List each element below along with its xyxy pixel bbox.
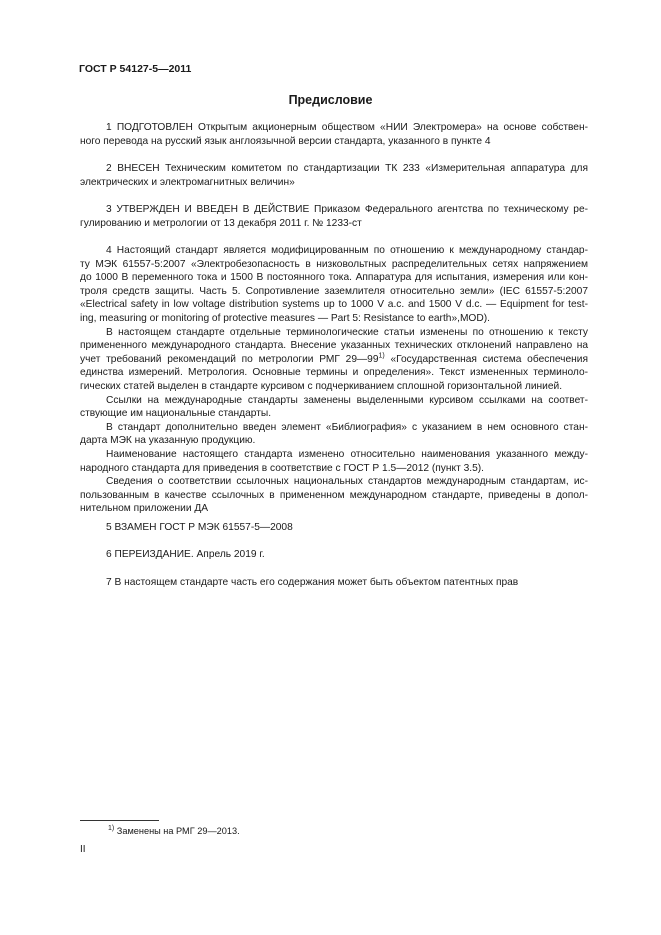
paragraph-2: 2 ВНЕСЕН Техническим комитетом по стандартизации ТК 233 «Измерительная аппаратура для электрических и электромагнитных величин» (80, 163, 588, 188)
rmg-reference-line: учет требований рекомендаций по метрологии РМГ 29—99$^{1)}$ «Государственная система обеспечения (80, 352, 588, 365)
document-header-id: ГОСТ Р 54127-5—2011 (79, 63, 192, 75)
footnote-divider (80, 820, 159, 821)
paragraph-4: 4 Настоящий стандарт является модифицированным по отношению к международному стандар- ту МЭК 61557-5:2007 «Электробезопасность в низковольтных распределительных сетях напряжением до 1000 В переменного тока и 1500 В постоянного тока. Аппаратура для испытания, измерения или кон- троля средств защиты. Часть 5. Сопротивление заземлителя относительно земли» (IEC 61557-5:2007 «Electrical safety in low voltage distribution systems up to 1000 V a.c. and 1500 V d.c. — Equipment for test- ing, measuring or monitoring of protective measures — Part 5: Resistance to earth»,MOD). В настоящем стандарте отдельные терминологические статьи изменены по отношению к тексту примененного международного стандарта. Внесение указанных технических отклонений направлено на учет требований рекомендаций по метрологии РМГ 29—99$^{1)}$ «Государственная система обеспечения единства измерений. Метрология. Основные термины и определения». Текст измененных терминоло- гических статей выделен в стандарте курсивом с подчеркиванием сплошной горизонтальной линией. Ссылки на международные стандарты заменены выделенными курсивом ссылками на соответ- ствующие им национальные стандарты. В стандарт дополнительно введен элемент «Библиография» с указанием в нем основного стан- дарта МЭК на указанную продукцию. Наименование настоящего стандарта изменено относительно наименования указанного между- народного стандарта для приведения в соответствие с ГОСТ Р 1.5—2012 (пункт 3.5). Сведения о соответствии ссылочных национальных стандартов международным стандартам, ис- пользованным в качестве ссылочных в примененном международном стандарте, приведены в допол- нительном приложении ДА (80, 245, 588, 515)
page-number: II (80, 844, 86, 855)
footnote: $^{1)}$ Заменены на РМГ 29—2013. (108, 824, 240, 836)
paragraph-7: 7 В настоящем стандарте часть его содержания может быть объектом патентных прав (106, 577, 519, 588)
paragraph-6: 6 ПЕРЕИЗДАНИЕ. Апрель 2019 г. (106, 549, 265, 560)
paragraph-1: 1 ПОДГОТОВЛЕН Открытым акционерным обществом «НИИ Электромера» на основе собствен- ного перевода на русский язык англоязычной версии стандарта, указанного в пункте 4 (80, 122, 588, 147)
paragraph-3: 3 УТВЕРЖДЕН И ВВЕДЕН В ДЕЙСТВИЕ Приказом Федерального агентства по техническому ре- гулированию и метрологии от 13 декабря 2011 г. № 1233-ст (80, 204, 588, 229)
footnote-marker: 1) (378, 352, 385, 360)
page-title: Предисловие (288, 93, 373, 107)
paragraph-5: 5 ВЗАМЕН ГОСТ Р МЭК 61557-5—2008 (106, 522, 293, 533)
